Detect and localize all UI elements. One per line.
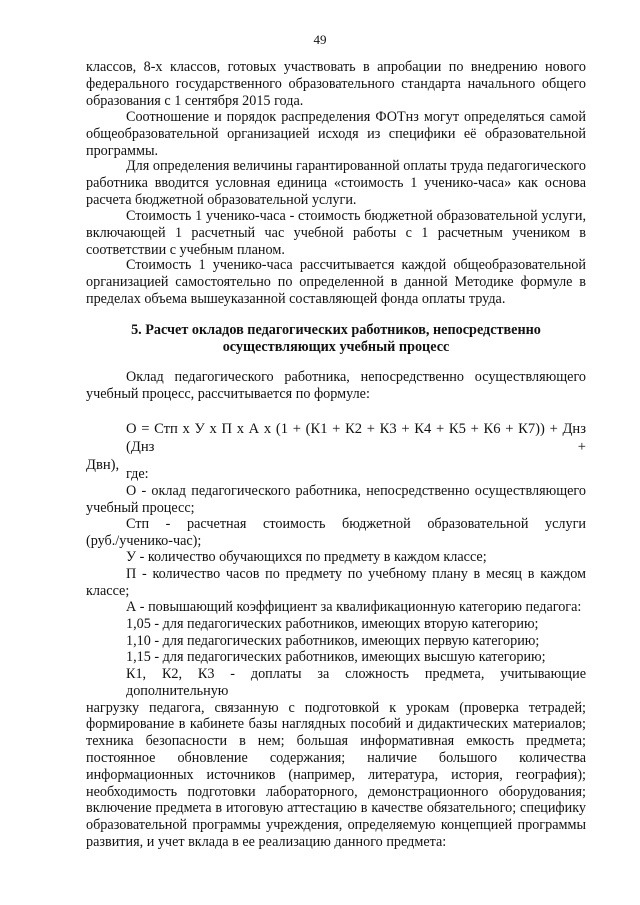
heading-line: осуществляющих учебный процесс [222, 339, 450, 355]
definition-u [86, 549, 586, 566]
text-line: 1,15 - для педагогических работников, имеющих высшую категорию; [126, 649, 546, 665]
text-line: техника безопасности в нем; большая информативная емкость предмета; [86, 733, 586, 750]
text-line: включающей 1 расчетный час учебной работы с 1 расчетным учеником в [86, 224, 586, 241]
text-line: К1, К2, К3 - доплаты за сложность предмета, учитывающие дополнительную [126, 666, 586, 699]
text-line: постоянное обновление содержания; наличие большого количества [86, 749, 586, 766]
coefficient-1-15 [86, 649, 586, 666]
text-line: О - оклад педагогического работника, непосредственно осуществляющего [126, 483, 586, 499]
text-line: Оклад педагогического работника, непосредственно осуществляющего [126, 369, 586, 385]
text-line: (руб./ученико-час); [86, 532, 202, 549]
definition-a [86, 599, 586, 616]
text-line: необходимость подготовки лабораторного, демонстрационного оборудования; [86, 783, 586, 800]
text-line: образовательной программы учреждения, определяемую концепцией программы [86, 817, 586, 834]
coefficient-1-05 [86, 616, 586, 633]
text-line: классов, 8-х классов, готовых участвовать в апробации по внедрению нового [86, 59, 586, 75]
definition-stp [86, 516, 586, 550]
paragraph-5 [86, 257, 586, 307]
text-line: образования с 1 сентября 2015 года. [86, 92, 304, 109]
formula-line: О = Стп х У х П х А х (1 + (К1 + К2 + К3 + К4 + К5 + К6 + К7)) + Днз (Днз + [126, 421, 586, 455]
text-line: классе; [86, 582, 130, 599]
text-line: 1,10 - для педагогических работников, имеющих первую категорию; [126, 633, 540, 649]
text-line: программы. [86, 142, 159, 159]
text-line: П - количество часов по предмету по учебному плану в месяц в каждом [126, 566, 586, 582]
text-line: Стп - расчетная стоимость бюджетной образовательной услуги [126, 516, 586, 532]
text-line: учебный процесс; [86, 499, 195, 516]
text-line: формирование в кабинете базы наглядных пособий и дидактических материалов; [86, 716, 586, 733]
definition-p [86, 566, 586, 600]
text-line: пределах объема вышеуказанной составляющей фонда оплаты труда. [86, 290, 506, 307]
text-line: Стоимость 1 ученико-часа - стоимость бюджетной образовательной услуги, [126, 208, 586, 224]
where-label [86, 466, 586, 483]
heading-line: 5. Расчет окладов педагогических работников, непосредственно [131, 322, 541, 338]
text-line: Стоимость 1 ученико-часа рассчитывается каждой общеобразовательной [126, 257, 586, 273]
paragraph-1 [86, 59, 586, 109]
text-line: информационных источников (например, литература, история, география); [86, 766, 586, 783]
text-line: У - количество обучающихся по предмету в каждом классе; [126, 549, 487, 565]
definition-o [86, 483, 586, 517]
definition-k1-k3 [86, 666, 586, 851]
intro-paragraph [86, 369, 586, 403]
text-line: развития, и учет вклада в ее реализацию данного предмета: [86, 833, 447, 850]
paragraph-3 [86, 158, 586, 208]
coefficient-1-10 [86, 633, 586, 650]
text-line: организацией самостоятельно по определенной в данной Методике формуле в [86, 273, 586, 290]
text-line: Для определения величины гарантированной оплаты труда педагогического [126, 158, 586, 174]
text-line: общеобразовательной организацией исходя из специфики её образовательной [86, 125, 586, 142]
text-line: Соотношение и порядок распределения ФОТнз могут определяться самой [126, 109, 586, 125]
text-line: А - повышающий коэффициент за квалификационную категорию педагога: [126, 599, 582, 615]
text-line: работника вводится условная единица «стоимость 1 ученико-часа» как основа [86, 174, 586, 191]
text-line: включение предмета в итоговую аттестацию в качестве обязательного; специфику [86, 800, 586, 817]
text-line: где: [126, 466, 149, 482]
formula-line: Двн), [86, 457, 120, 473]
text-line: соответствии с учебным планом. [86, 241, 285, 258]
text-line: нагрузку педагога, связанную с подготовкой к урокам (проверка тетрадей; [86, 699, 586, 716]
text-line: 1,05 - для педагогических работников, имеющих вторую категорию; [126, 616, 539, 632]
paragraph-4 [86, 208, 586, 258]
text-line: учебный процесс, рассчитывается по формуле: [86, 385, 370, 402]
text-line: федерального государственного образовательного стандарта начального общего [86, 75, 586, 92]
page-number: 49 [313, 32, 327, 47]
section-heading [86, 322, 586, 356]
text-line: расчета бюджетной образовательной услуги. [86, 191, 357, 208]
paragraph-2 [86, 109, 586, 159]
